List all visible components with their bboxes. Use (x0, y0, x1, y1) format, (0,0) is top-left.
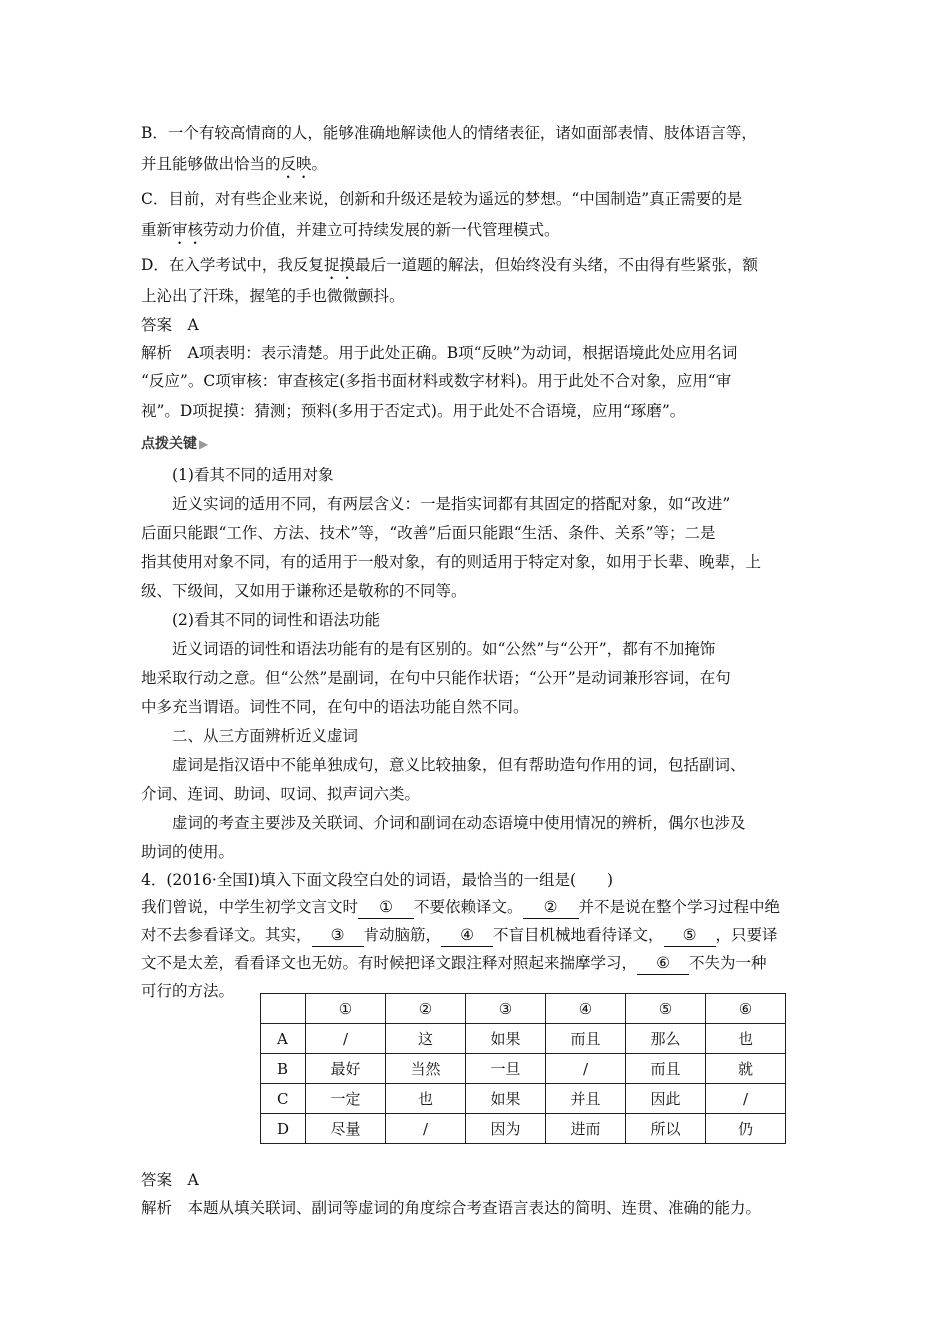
play-arrow-icon: ▶ (199, 437, 209, 451)
analysis-2: 解析 本题从填关联词、副词等虚词的角度综合考查语言表达的简明、连贯、准确的能力。 (141, 1199, 762, 1217)
section-2-para2-line: 助词的使用。 (141, 843, 235, 861)
point-1-line: 近义实词的适用不同，有两层含义：一是指实词都有其固定的搭配对象，如“改进” (172, 495, 731, 513)
point-1-line: 指其使用对象不同，有的适用于一般对象，有的则适用于特定对象，如用于长辈、晚辈，上 (141, 553, 762, 571)
blank-5: ⑤ (664, 924, 716, 947)
table-cell: 进而 (546, 1114, 626, 1144)
point-2-line: 中多充当谓语。词性不同，在句中的语法功能自然不同。 (141, 698, 529, 716)
table-cell: 并且 (546, 1084, 626, 1114)
table-header-row (261, 994, 786, 1024)
blank-1: ① (358, 896, 414, 919)
point-2-heading: (2)看其不同的词性和语法功能 (172, 611, 380, 629)
table-cell: 一旦 (466, 1054, 546, 1084)
blank-6: ⑥ (637, 952, 689, 975)
table-cell: D (261, 1114, 306, 1144)
table-cell: 而且 (546, 1024, 626, 1054)
option-d-line2: 上沁出了汗珠，握笔的手也微微颤抖。 (141, 287, 405, 305)
table-row (261, 1114, 786, 1144)
dotted-word: 审核 (172, 221, 204, 239)
table-row (261, 1054, 786, 1084)
answer-section-2 (141, 1166, 813, 1222)
question-4-line3: 文不是太差，看看译文也无妨。有时候把译文跟注释对照起来揣摩学习， ⑥ 不失为一种 (141, 949, 813, 977)
table-cell: ② (386, 994, 466, 1024)
point-1-line: 级、下级间，又如用于谦称还是敬称的不同等。 (141, 582, 467, 600)
table-cell: A (261, 1024, 306, 1054)
blank-3: ③ (312, 924, 364, 947)
option-b-line2: 并且能够做出恰当的反映。 (141, 155, 328, 173)
question-4-line4: 可行的方法。 (141, 982, 235, 1000)
option-d-line1: D．在入学考试中，我反复捉摸最后一道题的解法，但始终没有头绪，不由得有些紧张，额 (141, 256, 758, 274)
table-cell: ③ (466, 994, 546, 1024)
option-b-line1: B．一个有较高情商的人，能够准确地解读他人的情绪表征，诸如面部表情、肢体语言等， (141, 124, 757, 142)
table-cell: ⑥ (706, 994, 786, 1024)
point-2-line: 地采取行动之意。但“公然”是副词，在句中只能作状语；“公开”是动词兼形容词，在句 (141, 669, 731, 687)
point-1-heading: (1)看其不同的适用对象 (172, 466, 334, 484)
dotted-word: 反映 (280, 155, 312, 173)
question-4-line1: 我们曾说，中学生初学文言文时 ① 不要依赖译文。 ② 并不是说在整个学习过程中绝 (141, 893, 813, 921)
table-cell: / (306, 1024, 386, 1054)
table-cell: 而且 (626, 1054, 706, 1084)
table-cell: ④ (546, 994, 626, 1024)
table-cell: 如果 (466, 1084, 546, 1114)
table-cell: / (386, 1114, 466, 1144)
section-2-para1-line: 虚词是指汉语中不能单独成句，意义比较抽象，但有帮助造句作用的词，包括副词、 (172, 756, 746, 774)
table-cell: 也 (706, 1024, 786, 1054)
table-cell: 尽量 (306, 1114, 386, 1144)
section-2-para2-line: 虚词的考查主要涉及关联词、介词和副词在动态语境中使用情况的辨析，偶尔也涉及 (172, 814, 746, 832)
table-cell: 那么 (626, 1024, 706, 1054)
answer-2: 答案 A (141, 1171, 199, 1189)
table-cell: 一定 (306, 1084, 386, 1114)
table-cell: 所以 (626, 1114, 706, 1144)
table-row (261, 1024, 786, 1054)
document-body (141, 118, 813, 1005)
section-2-para1-line: 介词、连词、助词、叹词、拟声词六类。 (141, 785, 421, 803)
options-table (260, 993, 786, 1144)
table-cell: 仍 (706, 1114, 786, 1144)
table-cell (261, 994, 306, 1024)
question-4-stem: 4．(2016·全国Ⅰ)填入下面文段空白处的词语，最恰当的一组是( ) (141, 871, 614, 889)
answer-1: 答案 A (141, 316, 199, 334)
table-cell: / (706, 1084, 786, 1114)
table-cell: 如果 (466, 1024, 546, 1054)
table-cell: 也 (386, 1084, 466, 1114)
table-cell: 因为 (466, 1114, 546, 1144)
table-cell: C (261, 1084, 306, 1114)
question-4-line2: 对不去参看译文。其实， ③ 肯动脑筋， ④ 不盲目机械地看待译文， ⑤ ，只要译 (141, 921, 813, 949)
table-row (261, 1084, 786, 1114)
table-cell: 最好 (306, 1054, 386, 1084)
table-cell: ⑤ (626, 994, 706, 1024)
table-cell: / (546, 1054, 626, 1084)
point-2-line: 近义词语的词性和语法功能有的是有区别的。如“公然”与“公开”，都有不加掩饰 (172, 640, 716, 658)
table-cell: 就 (706, 1054, 786, 1084)
blank-2: ② (523, 896, 579, 919)
key-point-heading: 点拨关键 ▶ (141, 436, 209, 452)
option-c-line1: C．目前，对有些企业来说，创新和升级还是较为遥远的梦想。“中国制造”真正需要的是 (141, 190, 743, 208)
table-cell: 这 (386, 1024, 466, 1054)
table-cell: 因此 (626, 1084, 706, 1114)
analysis-1-line3: 视”。D项捉摸：猜测；预料(多用于否定式)。用于此处不合语境，应用“琢磨”。 (141, 402, 686, 420)
table-cell: 当然 (386, 1054, 466, 1084)
analysis-1-line1: 解析 A项表明：表示清楚。用于此处正确。B项“反映”为动词，根据语境此处应用名词 (141, 344, 738, 362)
table-cell: ① (306, 994, 386, 1024)
option-c-line2: 重新审核劳动力价值，并建立可持续发展的新一代管理模式。 (141, 221, 560, 239)
table-cell: B (261, 1054, 306, 1084)
blank-4: ④ (441, 924, 493, 947)
point-1-line: 后面只能跟“工作、方法、技术”等，“改善”后面只能跟“生活、条件、关系”等；二是 (141, 524, 716, 542)
section-2-heading: 二、从三方面辨析近义虚词 (172, 727, 359, 745)
analysis-1-line2: “反应”。C项审核：审查核定(多指书面材料或数字材料)。用于此处不合对象，应用“审 (141, 372, 732, 390)
dotted-word: 捉摸 (323, 256, 355, 274)
